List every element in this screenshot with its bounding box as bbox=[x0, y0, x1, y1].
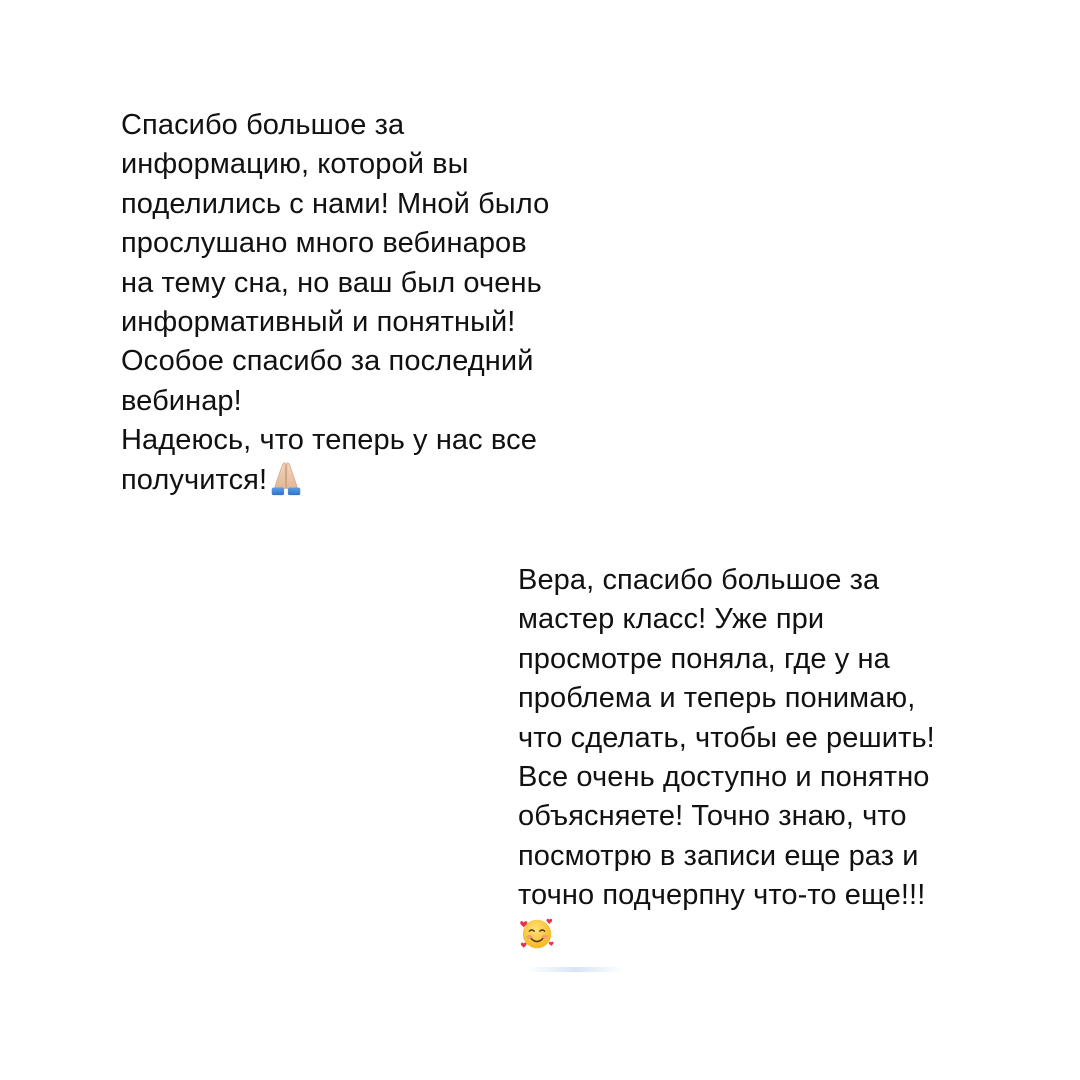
message-line-text: получится! bbox=[121, 463, 268, 496]
smiling-face-with-hearts-emoji bbox=[518, 914, 556, 952]
message-line: просмотре поняла, где у на bbox=[518, 642, 890, 675]
message-emoji-line bbox=[518, 916, 935, 955]
message-line: посмотрю в записи еще раз и bbox=[518, 839, 919, 872]
message-line: информацию, которой вы bbox=[121, 148, 469, 181]
scroll-indicator bbox=[527, 967, 623, 972]
message-line: прослушано много вебинаров bbox=[121, 227, 527, 260]
message-line: Все очень доступно и понятно bbox=[518, 761, 930, 794]
message-line-last bbox=[121, 461, 549, 500]
message-line: на тему сна, но ваш был очень bbox=[121, 266, 542, 299]
testimonial-message-left bbox=[121, 106, 549, 500]
message-line: проблема и теперь понимаю, bbox=[518, 682, 916, 715]
message-line: поделились с нами! Мной было bbox=[121, 187, 550, 220]
testimonial-message-right bbox=[518, 561, 935, 955]
message-line: информативный и понятный! bbox=[121, 306, 516, 339]
message-line: Вера, спасибо большое за bbox=[518, 564, 880, 596]
message-line: объясняете! Точно знаю, что bbox=[518, 800, 907, 833]
message-line: Надеюсь, что теперь у нас все bbox=[121, 424, 537, 457]
message-line: что сделать, чтобы ее решить! bbox=[518, 721, 935, 754]
message-line: точно подчерпну что-то еще!!! bbox=[518, 879, 926, 912]
message-line: вебинар! bbox=[121, 384, 242, 417]
message-line: мастер класс! Уже при bbox=[518, 603, 825, 636]
message-line: Особое спасибо за последний bbox=[121, 345, 534, 378]
folded-hands-emoji bbox=[267, 459, 305, 497]
message-line: Спасибо большое за bbox=[121, 109, 405, 141]
